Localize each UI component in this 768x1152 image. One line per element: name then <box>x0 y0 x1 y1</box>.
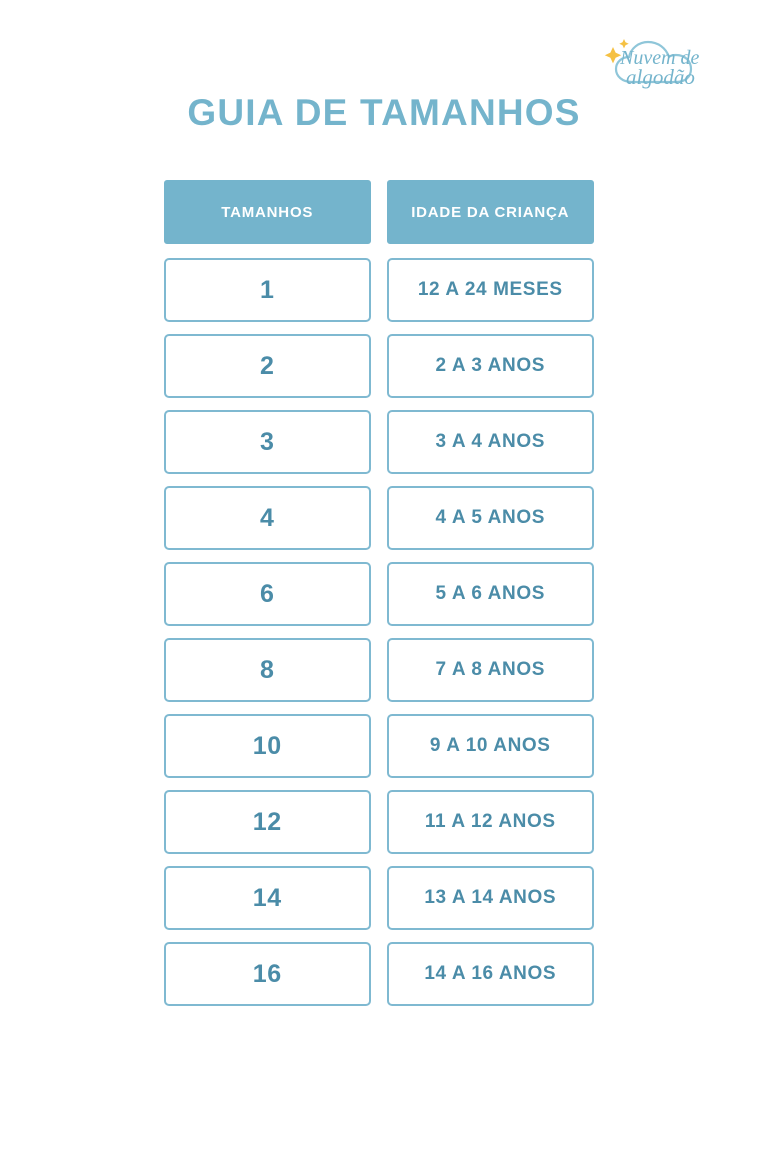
cell-age: 14 A 16 ANOS <box>387 942 595 1006</box>
cell-size: 16 <box>164 942 371 1006</box>
cell-size: 1 <box>164 258 371 322</box>
table-header-row <box>164 180 594 244</box>
cell-age: 11 A 12 ANOS <box>387 790 595 854</box>
table-row <box>164 334 594 398</box>
cell-age: 2 A 3 ANOS <box>387 334 595 398</box>
cell-size: 2 <box>164 334 371 398</box>
header-cell-age: IDADE DA CRIANÇA <box>387 180 595 244</box>
cell-size: 12 <box>164 790 371 854</box>
cell-size: 8 <box>164 638 371 702</box>
cell-size: 14 <box>164 866 371 930</box>
logo-line-2: algodão <box>626 65 695 89</box>
cell-size: 10 <box>164 714 371 778</box>
header-cell-size: TAMANHOS <box>164 180 371 244</box>
table-row <box>164 714 594 778</box>
cell-age: 9 A 10 ANOS <box>387 714 595 778</box>
table-row <box>164 942 594 1006</box>
table-row <box>164 410 594 474</box>
table-row <box>164 790 594 854</box>
cell-age: 4 A 5 ANOS <box>387 486 595 550</box>
logo-line-1: Nuvem de <box>620 47 700 69</box>
cell-age: 5 A 6 ANOS <box>387 562 595 626</box>
cell-size: 3 <box>164 410 371 474</box>
table-row <box>164 866 594 930</box>
table-row <box>164 562 594 626</box>
size-guide-table <box>164 180 594 1018</box>
cell-age: 3 A 4 ANOS <box>387 410 595 474</box>
table-row <box>164 486 594 550</box>
table-row <box>164 258 594 322</box>
table-row <box>164 638 594 702</box>
cell-age: 7 A 8 ANOS <box>387 638 595 702</box>
cell-age: 12 A 24 MESES <box>387 258 595 322</box>
page-title: GUIA DE TAMANHOS <box>187 92 581 133</box>
cell-age: 13 A 14 ANOS <box>387 866 595 930</box>
cell-size: 4 <box>164 486 371 550</box>
cell-size: 6 <box>164 562 371 626</box>
